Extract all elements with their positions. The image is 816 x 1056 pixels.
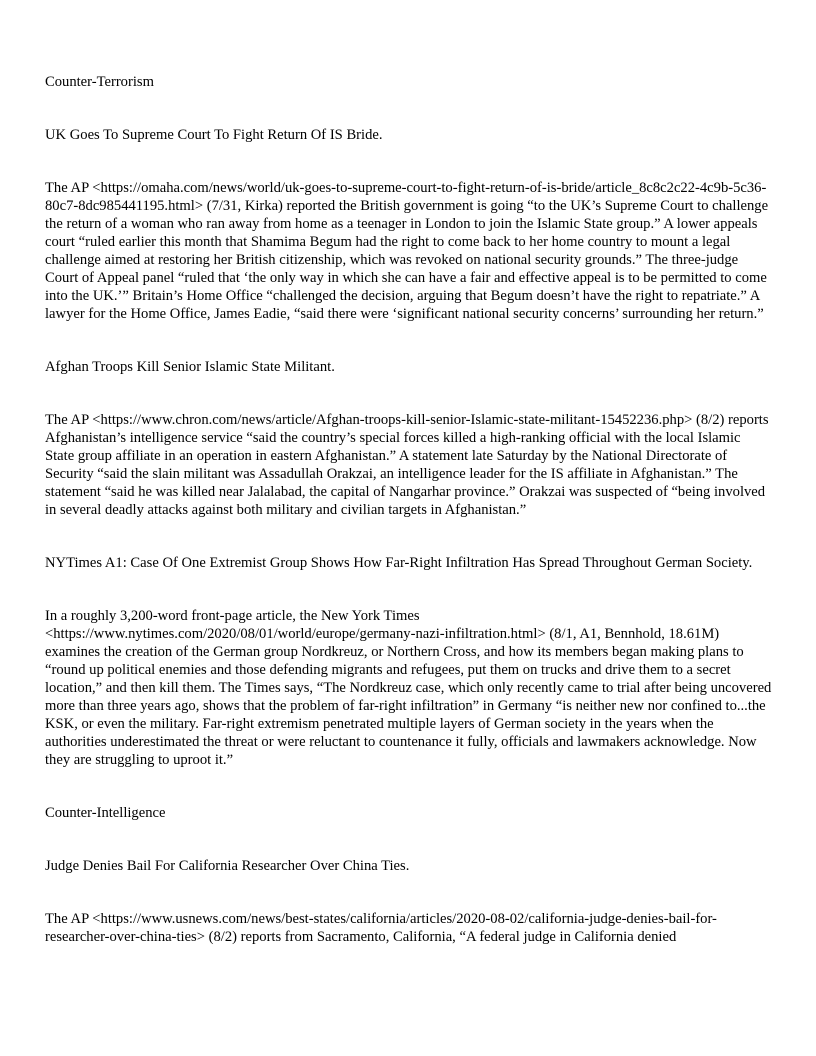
headline-uk-supreme-court: UK Goes To Supreme Court To Fight Return Of IS Bride. xyxy=(45,127,383,143)
headline-afghan-troops: Afghan Troops Kill Senior Islamic State Militant. xyxy=(45,359,335,375)
article-body-nytimes-far-right: In a roughly 3,200-word front-page article, the New York Times <https://www.nytimes.com/2020/08/01/world/europe/germany-nazi-infiltration.html> (8/1, A1, Bennhold, 18.61M) examines the creation of the German group Nordkreuz, or Northern Cross, and how its members began making plans to “round up political enemies and those defending migrants and refugees, put them on trucks and drive them to a secret location,” and then kill them. The Times says, “The Nordkreuz case, which only recently came to trial after being uncovered more than three years ago, shows that the problem of far-right infiltration” in Germany “is neither new nor confined to...the KSK, or even the military. Far-right extremism penetrated multiple layers of German society in the years when the authorities underestimated the threat or were reluctant to countenance it fully, officials and lawmakers acknowledge. Now they are struggling to uproot it.” xyxy=(45,608,772,768)
section-heading-counter-intelligence: Counter-Intelligence xyxy=(45,805,166,821)
document-page xyxy=(45,73,772,946)
article-body-afghan-troops: The AP <https://www.chron.com/news/article/Afghan-troops-kill-senior-Islamic-state-militant-15452236.php> (8/2) reports Afghanistan’s intelligence service “said the country’s special forces killed a high-ranking official with the local Islamic State group affiliate in an operation in eastern Afghanistan.” A statement late Saturday by the National Directorate of Security “said the slain militant was Assadullah Orakzai, an intelligence leader for the IS affiliate in Afghanistan.” The statement “said he was killed near Jalalabad, the capital of Nangarhar province.” Orakzai was suspected of “being involved in several deadly attacks against both military and civilian targets in Afghanistan.” xyxy=(45,412,769,518)
article-body-uk-supreme-court: The AP <https://omaha.com/news/world/uk-goes-to-supreme-court-to-fight-return-of-is-bride/article_8c8c2c22-4c9b-5c36-80c7-8dc985441195.html> (7/31, Kirka) reported the British government is going “to the UK’s Supreme Court to challenge the return of a woman who ran away from home as a teenager in London to join the Islamic State group.” A lower appeals court “ruled earlier this month that Shamima Begum had the right to come back to her home country to mount a legal challenge aimed at restoring her British citizenship, which was revoked on national security grounds.” The three-judge Court of Appeal panel “ruled that ‘the only way in which she can have a fair and effective appeal is to be permitted to come into the UK.’” Britain’s Home Office “challenged the decision, arguing that Begum doesn’t have the right to repatriate.” A lawyer for the Home Office, James Eadie, “said there were ‘significant national security concerns’ surrounding her return.” xyxy=(45,180,769,322)
headline-nytimes-far-right: NYTimes A1: Case Of One Extremist Group Shows How Far-Right Infiltration Has Spread Throughout German Society. xyxy=(45,555,753,571)
article-body-judge-denies-bail: The AP <https://www.usnews.com/news/best-states/california/articles/2020-08-02/california-judge-denies-bail-for-researcher-over-china-ties> (8/2) reports from Sacramento, California, “A federal judge in California denied xyxy=(45,911,717,945)
section-heading-counter-terrorism: Counter-Terrorism xyxy=(45,74,154,90)
headline-judge-denies-bail: Judge Denies Bail For California Researcher Over China Ties. xyxy=(45,858,410,874)
